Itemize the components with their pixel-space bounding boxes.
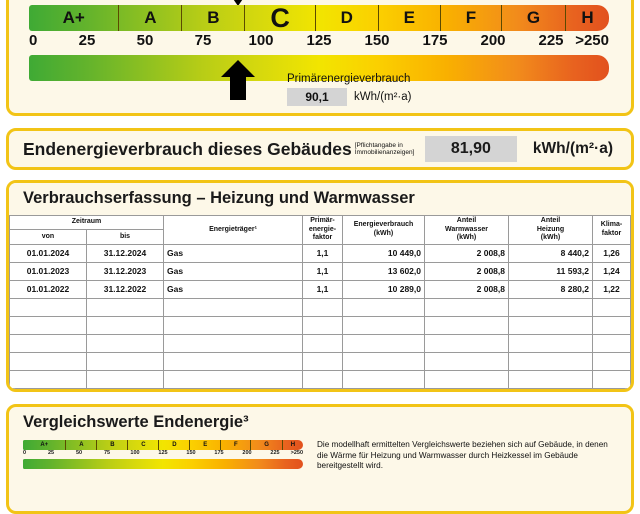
grade-cell-d: D [316, 5, 379, 31]
cell-von-empty [10, 370, 87, 388]
grade-cell-e: E [379, 5, 441, 31]
tick-label: 125 [158, 450, 168, 456]
tick-label: 0 [23, 450, 27, 456]
cell-verbrauch: 10 449,0 [343, 244, 425, 262]
tick-label: 200 [480, 32, 506, 49]
table-row-empty[interactable] [10, 316, 631, 334]
header-warmwasser-line1: Anteil [456, 217, 477, 224]
final-energy-note: [Pflichtangabe in Immobilienanzeigen] [354, 141, 415, 156]
cell-verbrauch-empty [343, 370, 425, 388]
cell-klimafaktor: 1,26 [593, 244, 631, 262]
header-energieverbrauch-line2: (kWh) [373, 229, 394, 237]
cell-bis-empty [87, 316, 164, 334]
cell-energietraeger-empty [164, 370, 303, 388]
header-von: von [10, 230, 87, 244]
tick-label: 75 [194, 32, 212, 49]
cell-heizung-empty [509, 334, 593, 352]
cell-warmwasser: 2 008,8 [425, 280, 509, 298]
header-primaerfaktor-line3: faktor [312, 234, 333, 241]
cell-klimafaktor-empty [593, 298, 631, 316]
comparison-title: Vergleichswerte Endenergie³ [23, 413, 249, 431]
header-heizung-line3: (kWh) [540, 234, 561, 241]
primary-energy-scale-panel [6, 0, 634, 116]
cell-warmwasser: 2 008,8 [425, 262, 509, 280]
cell-von-empty [10, 316, 87, 334]
header-klimafaktor [593, 216, 631, 245]
header-klimafaktor-line2: faktor [601, 229, 622, 237]
cell-verbrauch: 10 289,0 [343, 280, 425, 298]
grade-cell-f: F [221, 440, 251, 450]
primary-energy-value: 90,1 [287, 88, 347, 106]
grade-cell-a: A [66, 440, 97, 450]
cell-von-empty [10, 352, 87, 370]
cell-primaerfaktor: 1,1 [303, 244, 343, 262]
cell-verbrauch: 13 602,0 [343, 262, 425, 280]
header-bis: bis [87, 230, 164, 244]
cell-klimafaktor-empty [593, 352, 631, 370]
grade-cell-e: E [190, 440, 221, 450]
grade-cell-h: H [581, 8, 594, 27]
grade-cell-g: G [251, 440, 282, 450]
cell-energietraeger: Gas [164, 280, 303, 298]
cell-bis: 31.12.2022 [87, 280, 164, 298]
final-energy-demand-panel [6, 128, 634, 170]
cell-warmwasser-empty [425, 370, 509, 388]
comparison-tick-row [23, 450, 303, 459]
table-row[interactable] [10, 280, 631, 298]
tick-label: >250 [575, 32, 609, 49]
final-energy-unit: kWh/(m²·a) [532, 140, 613, 157]
cell-energietraeger-empty [164, 298, 303, 316]
cell-heizung: 8 280,2 [509, 280, 593, 298]
header-primaerfaktor-line1: Primär- [310, 217, 335, 224]
cell-primaerfaktor-empty [303, 298, 343, 316]
cell-energietraeger: Gas [164, 244, 303, 262]
header-warmwasser-line2: Warmwasser [445, 225, 488, 233]
consumption-pointer-icon [221, 60, 255, 100]
primary-energy-unit: kWh/(m²·a) [354, 91, 412, 103]
cell-klimafaktor: 1,22 [593, 280, 631, 298]
grade-cell-aplus: A+ [23, 440, 66, 450]
cell-heizung-empty [509, 370, 593, 388]
cell-heizung: 11 593,2 [509, 262, 593, 280]
cell-primaerfaktor-empty [303, 334, 343, 352]
header-heizung-line2: Heizung [536, 225, 565, 233]
grade-cell-b: B [97, 440, 128, 450]
header-klimafaktor-line1: Klima- [600, 221, 623, 229]
grade-cell-b: B [182, 5, 245, 31]
comparison-description: Die modellhaft ermittelten Vergleichswerte beziehen sich auf Gebäude, in denen die Wärme für Heizung und Warmwasser durch Heizkessel im Gebäude bereitgestellt wird. [317, 440, 608, 470]
grade-cell-aplus: A+ [29, 5, 119, 31]
cell-von: 01.01.2022 [10, 280, 87, 298]
cell-verbrauch-empty [343, 316, 425, 334]
header-energieverbrauch [343, 216, 425, 245]
table-row-empty[interactable] [10, 352, 631, 370]
cell-bis-empty [87, 334, 164, 352]
header-energietraeger: Energieträger¹ [164, 216, 303, 245]
header-heizung-line1: Anteil [540, 217, 561, 224]
tick-label: 50 [136, 32, 154, 49]
energy-scale [29, 2, 609, 104]
table-row-empty[interactable] [10, 298, 631, 316]
cell-warmwasser-empty [425, 352, 509, 370]
cell-warmwasser-empty [425, 298, 509, 316]
header-primaerfaktor-line2: energie- [308, 225, 337, 233]
tick-label: 125 [306, 32, 332, 49]
comparison-values-panel [6, 404, 634, 514]
header-energieverbrauch-line1: Energieverbrauch [353, 221, 414, 229]
grade-bar [29, 2, 609, 33]
cell-heizung-empty [509, 298, 593, 316]
tick-label: 175 [422, 32, 448, 49]
cell-klimafaktor-empty [593, 316, 631, 334]
cell-verbrauch-empty [343, 298, 425, 316]
cell-warmwasser: 2 008,8 [425, 244, 509, 262]
grade-cell-f: F [441, 5, 502, 31]
grade-cell-a: A [119, 5, 182, 31]
table-header-row-top [10, 216, 631, 230]
tick-label: 225 [270, 450, 280, 456]
consumption-table [9, 215, 631, 389]
scale-tick-row [29, 32, 609, 54]
tick-label: 25 [47, 450, 55, 456]
consumption-table-body [10, 244, 631, 388]
cell-klimafaktor-empty [593, 370, 631, 388]
cell-energietraeger: Gas [164, 262, 303, 280]
cell-von-empty [10, 334, 87, 352]
cell-energietraeger-empty [164, 352, 303, 370]
cell-von: 01.01.2023 [10, 262, 87, 280]
tick-label: 50 [75, 450, 83, 456]
tick-label: 75 [103, 450, 111, 456]
tick-label: 225 [538, 32, 564, 49]
cell-klimafaktor: 1,24 [593, 262, 631, 280]
cell-klimafaktor-empty [593, 334, 631, 352]
comparison-grade-bar [23, 440, 303, 450]
cell-primaerfaktor-empty [303, 370, 343, 388]
cell-bis-empty [87, 298, 164, 316]
header-anteil-warmwasser [425, 216, 509, 245]
grade-cell-h: H [290, 442, 296, 448]
tick-label: 175 [214, 450, 224, 456]
grade-cell-c: C [245, 5, 315, 31]
cell-warmwasser-empty [425, 316, 509, 334]
cell-heizung: 8 440,2 [509, 244, 593, 262]
cell-energietraeger-empty [164, 334, 303, 352]
cell-warmwasser-empty [425, 334, 509, 352]
table-row-empty[interactable] [10, 370, 631, 388]
cell-bis-empty [87, 370, 164, 388]
cell-heizung-empty [509, 352, 593, 370]
tick-label: 200 [242, 450, 252, 456]
cell-verbrauch-empty [343, 334, 425, 352]
header-zeitraum: Zeitraum [10, 216, 164, 230]
grade-cell-g: G [502, 5, 566, 31]
cell-verbrauch-empty [343, 352, 425, 370]
comparison-gradient-bar [23, 459, 303, 469]
cell-bis: 31.12.2023 [87, 262, 164, 280]
tick-label: 100 [248, 32, 274, 49]
tick-label: 25 [78, 32, 96, 49]
grade-cell-c: C [128, 440, 159, 450]
cell-von-empty [10, 298, 87, 316]
tick-label: 150 [364, 32, 390, 49]
header-primaerfaktor [303, 216, 343, 245]
cell-primaerfaktor-empty [303, 316, 343, 334]
cell-bis-empty [87, 352, 164, 370]
tick-label: >250 [290, 450, 303, 456]
cell-energietraeger-empty [164, 316, 303, 334]
consumption-table-title: Verbrauchserfassung – Heizung und Warmwasser [9, 183, 631, 215]
primary-energy-readout [287, 73, 412, 106]
grade-cell-d: D [159, 440, 190, 450]
header-warmwasser-line3: (kWh) [456, 234, 477, 241]
cell-primaerfaktor: 1,1 [303, 262, 343, 280]
tick-label: 100 [130, 450, 140, 456]
cell-von: 01.01.2024 [10, 244, 87, 262]
table-row-empty[interactable] [10, 334, 631, 352]
cell-bis: 31.12.2024 [87, 244, 164, 262]
primary-energy-caption: Primärenergieverbrauch [287, 73, 411, 85]
tick-label: 150 [186, 450, 196, 456]
header-anteil-heizung [509, 216, 593, 245]
final-energy-title: Endenergieverbrauch dieses Gebäudes [23, 138, 352, 159]
tick-label: 0 [29, 32, 38, 49]
consumption-table-panel [6, 180, 634, 392]
final-energy-value: 81,90 [425, 136, 517, 162]
cell-heizung-empty [509, 316, 593, 334]
table-row[interactable] [10, 244, 631, 262]
comparison-scale [23, 440, 303, 472]
cell-primaerfaktor-empty [303, 352, 343, 370]
table-row[interactable] [10, 262, 631, 280]
cell-primaerfaktor: 1,1 [303, 280, 343, 298]
